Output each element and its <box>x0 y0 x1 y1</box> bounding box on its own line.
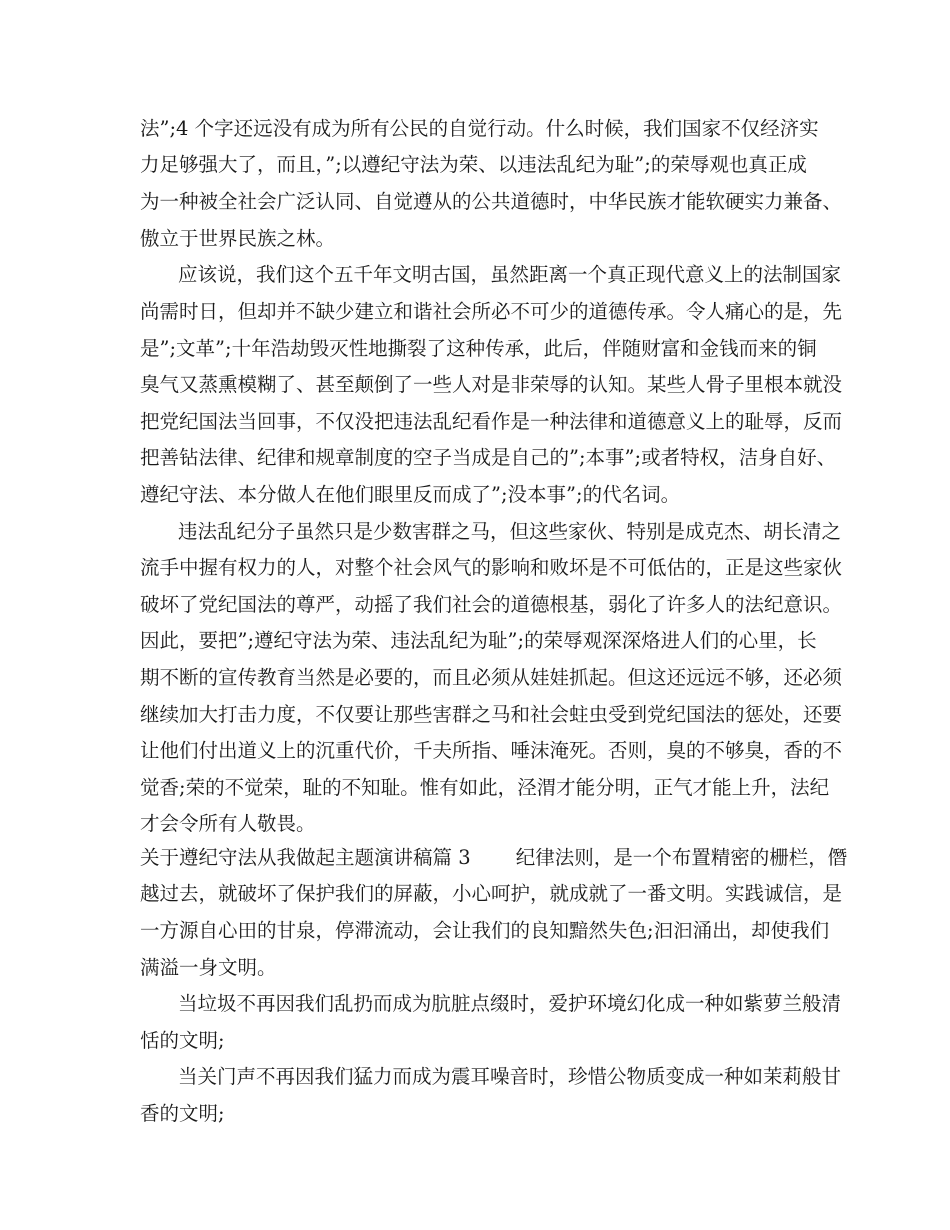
text-line: 觉香;荣的不觉荣，耻的不知耻。惟有如此，泾渭才能分明，正气才能上升，法纪 <box>140 776 830 799</box>
text-line: 为一种被全社会广泛认同、自觉遵从的公共道德时，中华民族才能软硬实力兼备、 <box>140 190 843 213</box>
text-line: 当垃圾不再因我们乱扔而成为肮脏点缀时，爱护环境幻化成一种如紫萝兰般清 <box>178 992 842 1015</box>
text-line: 满溢一身文明。 <box>140 956 277 979</box>
text-line: 违法乱纪分子虽然只是少数害群之马，但这些家伙、特别是成克杰、胡长清之 <box>178 520 842 543</box>
text-line: 把党纪国法当回事，不仅没把违法乱纪看作是一种法律和道德意义上的耻辱，反而 <box>140 410 843 433</box>
text-line: 是”;文革”;十年浩劫毁灭性地撕裂了这种传承，此后，伴随财富和金钱而来的铜 <box>140 337 817 360</box>
text-line: 把善钻法律、纪律和规章制度的空子当成是自己的”;本事”;或者特权，洁身自好、 <box>140 446 837 469</box>
text-line: 力足够强大了，而且，”;以遵纪守法为荣、以违法乱纪为耻”;的荣辱观也真正成 <box>140 153 807 176</box>
text-line: 当关门声不再因我们猛力而成为震耳噪音时，珍惜公物质变成一种如茉莉般甘 <box>178 1065 842 1088</box>
text-line: 臭气又蒸熏模糊了、甚至颠倒了一些人对是非荣辱的认知。某些人骨子里根本就没 <box>140 373 843 396</box>
text-line: 遵纪守法、本分做人在他们眼里反而成了”;没本事”;的代名词。 <box>140 483 681 506</box>
text-line: 傲立于世界民族之林。 <box>140 227 336 250</box>
text-line: 因此，要把”;遵纪守法为荣、违法乱纪为耻”;的荣辱观深深烙进人们的心里，长 <box>140 629 817 652</box>
text-line: 香的文明; <box>140 1102 225 1125</box>
text-line: 才会令所有人敬畏。 <box>140 812 316 835</box>
text-line: 越过去，就破坏了保护我们的屏蔽，小心呵护，就成就了一番文明。实践诚信，是 <box>140 882 843 905</box>
text-line: 尚需时日，但却并不缺少建立和谐社会所必不可少的道德传承。令人痛心的是，先 <box>140 300 843 323</box>
text-line: 恬的文明; <box>140 1029 225 1052</box>
text-line: 流手中握有权力的人，对整个社会风气的影响和败坏是不可低估的，正是这些家伙 <box>140 556 843 579</box>
section-heading-line: 关于遵纪守法从我做起主题演讲稿篇 3 纪律法则，是一个布置精密的栅栏，僭 <box>140 846 848 869</box>
text-line: 期不断的宣传教育当然是必要的，而且必须从娃娃抓起。但这还远远不够，还必须 <box>140 666 843 689</box>
text-line: 应该说，我们这个五千年文明古国，虽然距离一个真正现代意义上的法制国家 <box>178 263 842 286</box>
text-line: 法”;4 个字还远没有成为所有公民的自觉行动。什么时候，我们国家不仅经济实 <box>140 117 819 140</box>
text-line: 让他们付出道义上的沉重代价，千夫所指、唾沫淹死。否则，臭的不够臭，香的不 <box>140 739 843 762</box>
text-line: 继续加大打击力度，不仅要让那些害群之马和社会蛀虫受到党纪国法的惩处，还要 <box>140 703 843 726</box>
text-line: 一方源自心田的甘泉，停滞流动，会让我们的良知黯然失色;汩汩涌出，却使我们 <box>140 919 830 942</box>
text-line: 破坏了党纪国法的尊严，动摇了我们社会的道德根基，弱化了许多人的法纪意识。 <box>140 593 843 616</box>
